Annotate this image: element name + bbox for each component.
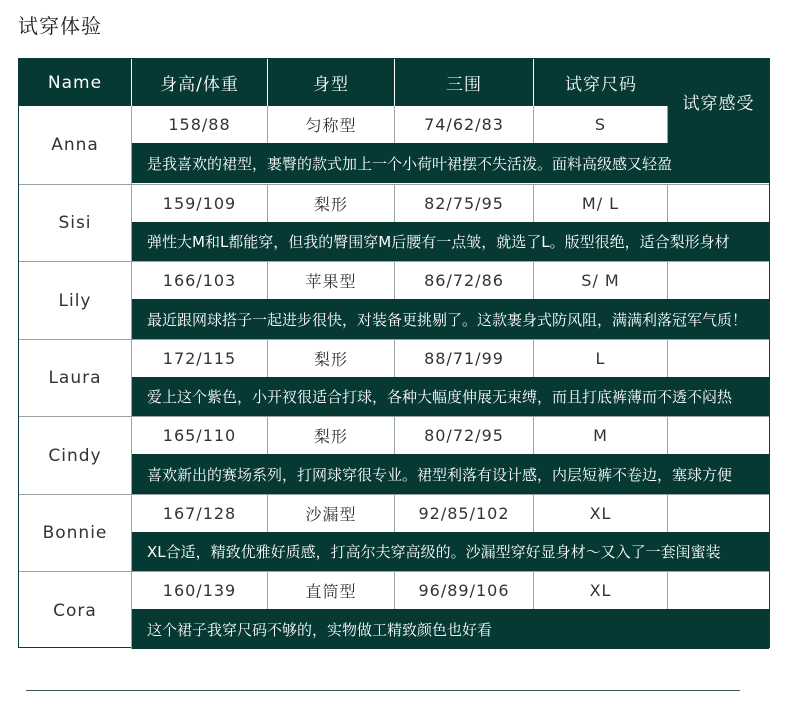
cell-body-shape: 匀称型 (268, 106, 395, 143)
cell-blank (668, 262, 782, 299)
cell-measurements: 92/85/102 (395, 495, 534, 532)
cell-blank (668, 572, 782, 609)
row-name: Bonnie (19, 495, 132, 572)
cell-measurements: 80/72/95 (395, 417, 534, 454)
cell-height-weight: 167/128 (132, 495, 268, 532)
cell-measurements: 86/72/86 (395, 262, 534, 299)
row-comment: 弹性大M和L都能穿，但我的臀围穿M后腰有一点皱，就选了L。版型很绝，适合梨形身材 (132, 222, 769, 262)
table-row (19, 339, 769, 417)
header-body-shape: 身型 (268, 59, 395, 106)
cell-blank (668, 417, 782, 454)
row-values (132, 417, 782, 454)
cell-height-weight: 165/110 (132, 417, 268, 454)
cell-body-shape: 直筒型 (268, 572, 395, 609)
header-name: Name (19, 59, 132, 106)
cell-measurements: 96/89/106 (395, 572, 534, 609)
cell-fit-size: L (534, 340, 668, 377)
cell-height-weight: 166/103 (132, 262, 268, 299)
header-height-weight: 身高/体重 (132, 59, 268, 106)
row-comment: 这个裙子我穿尺码不够的，实物做工精致颜色也好看 (132, 609, 769, 649)
cell-fit-size: M (534, 417, 668, 454)
row-values (132, 340, 782, 377)
cell-blank (668, 340, 782, 377)
cell-measurements: 88/71/99 (395, 340, 534, 377)
row-comment: 最近跟网球搭子一起进步很快，对装备更挑剔了。这款裹身式防风阻，满满利落冠军气质！ (132, 299, 769, 339)
cell-height-weight: 172/115 (132, 340, 268, 377)
row-values (132, 572, 782, 609)
row-comment: 爱上这个紫色，小开衩很适合打球，各种大幅度伸展无束缚，而且打底裤薄而不透不闷热 (132, 377, 769, 417)
footer-divider (26, 690, 740, 691)
table-row (19, 571, 769, 649)
header-try-feel: 试穿感受 (668, 59, 769, 143)
row-name: Laura (19, 340, 132, 417)
header-measurements: 三围 (395, 59, 534, 106)
row-comment: 喜欢新出的赛场系列，打网球穿很专业。裙型利落有设计感，内层短裤不卷边，塞球方便 (132, 454, 769, 494)
cell-fit-size: S/ M (534, 262, 668, 299)
cell-body-shape: 沙漏型 (268, 495, 395, 532)
row-name: Anna (19, 106, 132, 184)
row-name: Lily (19, 262, 132, 339)
cell-fit-size: XL (534, 572, 668, 609)
cell-body-shape: 苹果型 (268, 262, 395, 299)
page-title: 试穿体验 (18, 14, 102, 38)
row-name: Cora (19, 572, 132, 649)
header-fit-size: 试穿尺码 (565, 75, 637, 95)
table-row (19, 416, 769, 494)
row-values (132, 495, 782, 532)
table-row (19, 106, 769, 184)
row-values (132, 185, 782, 222)
cell-blank (668, 185, 782, 222)
row-comment: XL合适，精致优雅好质感，打高尔夫穿高级的。沙漏型穿好显身材～又入了一套闺蜜装 (132, 532, 769, 572)
cell-fit-size: S (534, 106, 668, 143)
cell-measurements: 74/62/83 (395, 106, 534, 143)
table-header (19, 59, 769, 106)
fit-review-table (18, 58, 770, 648)
table-row (19, 184, 769, 262)
table-row (19, 261, 769, 339)
cell-fit-size: XL (534, 495, 668, 532)
row-name: Cindy (19, 417, 132, 494)
cell-fit-size: M/ L (534, 185, 668, 222)
cell-measurements: 82/75/95 (395, 185, 534, 222)
cell-height-weight: 159/109 (132, 185, 268, 222)
row-values (132, 262, 782, 299)
table-row (19, 494, 769, 572)
cell-body-shape: 梨形 (268, 340, 395, 377)
row-name: Sisi (19, 185, 132, 262)
cell-body-shape: 梨形 (268, 185, 395, 222)
cell-height-weight: 160/139 (132, 572, 268, 609)
cell-blank (668, 495, 782, 532)
row-values (132, 106, 668, 143)
row-comment: 是我喜欢的裙型，裹臀的款式加上一个小荷叶裙摆不失活泼。面料高级感又轻盈 (132, 143, 769, 183)
cell-body-shape: 梨形 (268, 417, 395, 454)
cell-height-weight: 158/88 (132, 106, 268, 143)
